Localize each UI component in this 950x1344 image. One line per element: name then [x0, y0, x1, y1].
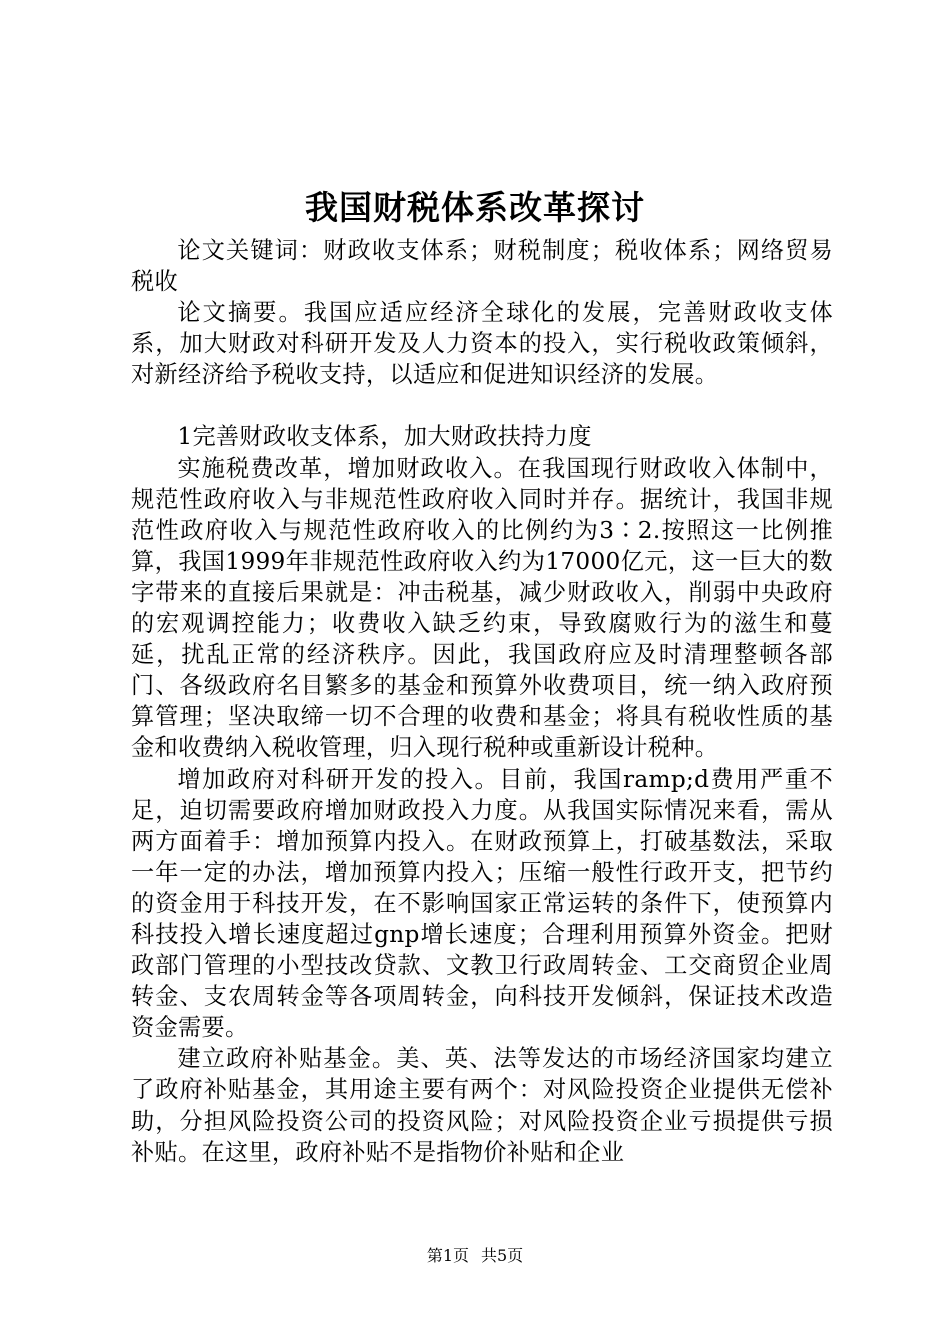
- body-paragraph: 实施税费改革，增加财政收入。在我国现行财政收入体制中，规范性政府收入与非规范性政府收入同时并存。据统计，我国非规范性政府收入与规范性政府收入的比例约为3∶2.按照这一比例推算，我国1999年非规范性政府收入约为17000亿元，这一巨大的数字带来的直接后果就是：冲击税基，减少财政收入，削弱中央政府的宏观调控能力；收费收入缺乏约束，导致腐败行为的滋生和蔓延，扰乱正常的经济秩序。因此，我国政府应及时清理整顿各部门、各级政府名目繁多的基金和预算外收费项目，统一纳入政府预算管理；坚决取缔一切不合理的收费和基金；将具有税收性质的基金和收费纳入税收管理，归入现行税种或重新设计税种。: [131, 454, 833, 762]
- keywords-paragraph: 论文关键词：财政收支体系；财税制度；税收体系；网络贸易税收: [131, 237, 833, 296]
- body-paragraph: 增加政府对科研开发的投入。目前，我国ramp;d费用严重不足，迫切需要政府增加财政投入力度。从我国实际情况来看，需从两方面着手：增加预算内投入。在财政预算上，打破基数法，采取一年一定的办法，增加预算内投入；压缩一般性行政开支，把节约的资金用于科技开发，在不影响国家正常运转的条件下，使预算内科技投入增长速度超过gnp增长速度；合理利用预算外资金。把财政部门管理的小型技改贷款、文教卫行政周转金、工交商贸企业周转金、支农周转金等各项周转金，向科技开发倾斜，保证技术改造资金需要。: [131, 765, 833, 1042]
- page-total: 共5页: [481, 1246, 524, 1265]
- document-body: [131, 235, 833, 1168]
- page-footer: [0, 1245, 950, 1267]
- section-heading: 1完善财政收支体系，加大财政扶持力度: [177, 423, 592, 451]
- page-number: 第1页: [426, 1246, 469, 1265]
- document-title: 我国财税体系改革探讨: [305, 188, 645, 227]
- body-paragraph: 建立政府补贴基金。美、英、法等发达的市场经济国家均建立了政府补贴基金，其用途主要有两个：对风险投资企业提供无偿补助，分担风险投资公司的投资风险；对风险投资企业亏损提供亏损补贴。在这里，政府补贴不是指物价补贴和企业: [131, 1045, 833, 1166]
- abstract-paragraph: 论文摘要。我国应适应经济全球化的发展，完善财政收支体系，加大财政对科研开发及人力资本的投入，实行税收政策倾斜，对新经济给予税收支持，以适应和促进知识经济的发展。: [131, 299, 833, 389]
